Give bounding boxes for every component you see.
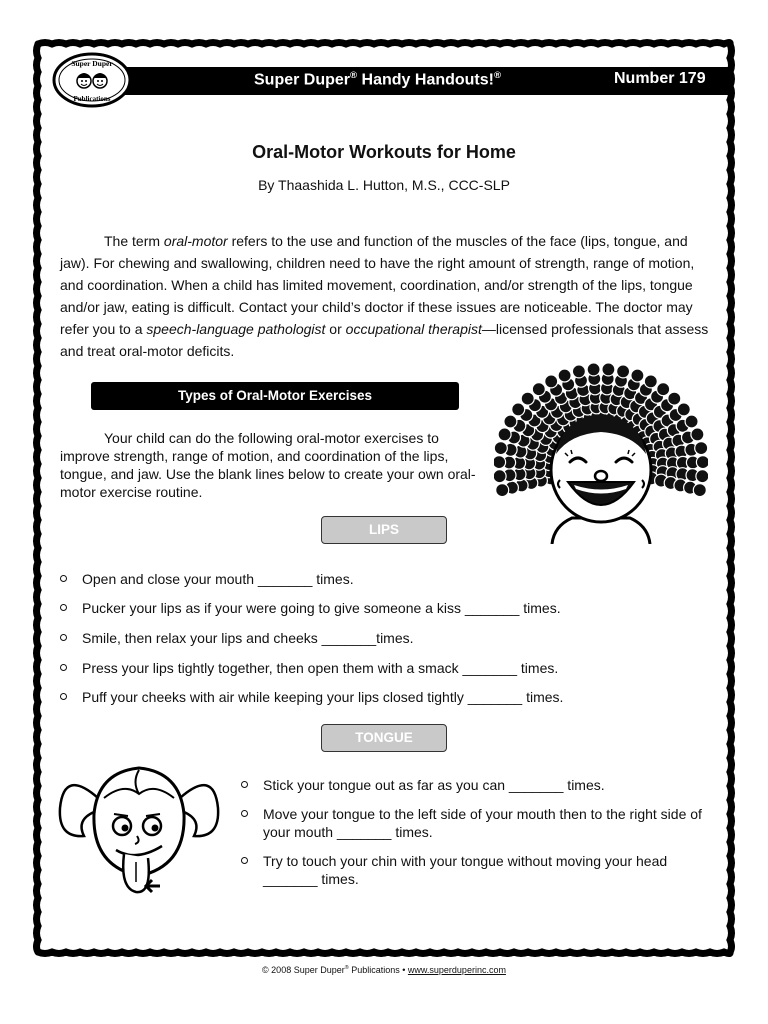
series-registered-mark: ® [493, 70, 502, 81]
bullet-icon [60, 575, 67, 582]
bullet-icon [60, 693, 67, 700]
author-byline: By Thaashida L. Hutton, M.S., CCC-SLP [258, 177, 510, 193]
lips-heading: LIPS [321, 516, 447, 544]
footer: © 2008 Super Duper® Publications • www.superduperinc.com [262, 965, 506, 975]
series-title [254, 70, 501, 89]
bullet-icon [60, 604, 67, 611]
bullet-icon [241, 857, 248, 864]
term-oral-motor: oral-motor [163, 233, 228, 249]
tongue-out-girl-illustration [54, 758, 224, 908]
term-slp: speech-language pathologist [146, 321, 326, 337]
logo-text-bottom: Publications [73, 95, 111, 103]
lips-item-4: Press your lips tightly together, then open them with a smack _______ times. [60, 659, 700, 677]
section-heading: Types of Oral-Motor Exercises [91, 382, 459, 410]
section-intro: Your child can do the following oral-motor exercises to improve strength, range of motion, and coordination of the lips, tongue, and jaw. Use the blank lines below to create your own oral-motor exercise routine. [60, 430, 476, 500]
bullet-icon [241, 810, 248, 817]
footer-copyright: © 2008 Super Duper [262, 965, 345, 975]
tongue-item-1: Stick your tongue out as far as you can _______ times. [241, 776, 711, 794]
tongue-item-3: Try to touch your chin with your tongue without moving your head _______ times. [241, 852, 681, 888]
tongue-heading: TONGUE [321, 724, 447, 752]
footer-website-link[interactable]: www.superduperinc.com [407, 965, 506, 975]
series-name: Handy Handouts! [357, 71, 494, 89]
lips-item-5: Puff your cheeks with air while keeping your lips closed tightly _______ times. [60, 688, 700, 706]
brand-name: Super Duper [254, 71, 351, 89]
brand-registered-mark: ® [350, 70, 358, 81]
tongue-item-2: Move your tongue to the left side of your mouth then to the right side of your mouth _______ times. [241, 805, 711, 841]
lips-item-3: Smile, then relax your lips and cheeks _______times. [60, 629, 700, 647]
intro-paragraph: The term oral-motor refers to the use and function of the muscles of the face (lips, tongue, and jaw). For chewing and swallowing, children need to have the right amount of strength, range of motion, and coordination. When a child has limited movement, coordination, and/or strength of the lips, tongue and/or jaw, eating is difficult. Contact your child’s doctor if these issues are noticeable. The doctor may refer you to a speech-language pathologist or occupational therapist—licensed professionals that assess and treat oral-motor deficits. [60, 233, 709, 359]
term-ot: occupational therapist [345, 321, 482, 337]
logo-text-top: Super Duper [71, 59, 113, 68]
bullet-icon [241, 781, 248, 788]
page-title: Oral-Motor Workouts for Home [252, 142, 516, 162]
super-duper-logo [52, 52, 132, 108]
lips-item-2: Pucker your lips as if your were going to give someone a kiss _______ times. [60, 599, 700, 617]
smiling-girl-illustration [494, 358, 708, 544]
handout-number: Number 179 [614, 70, 706, 87]
bullet-icon [60, 664, 67, 671]
bullet-icon [60, 634, 67, 641]
lips-item-1: Open and close your mouth _______ times. [60, 570, 700, 588]
